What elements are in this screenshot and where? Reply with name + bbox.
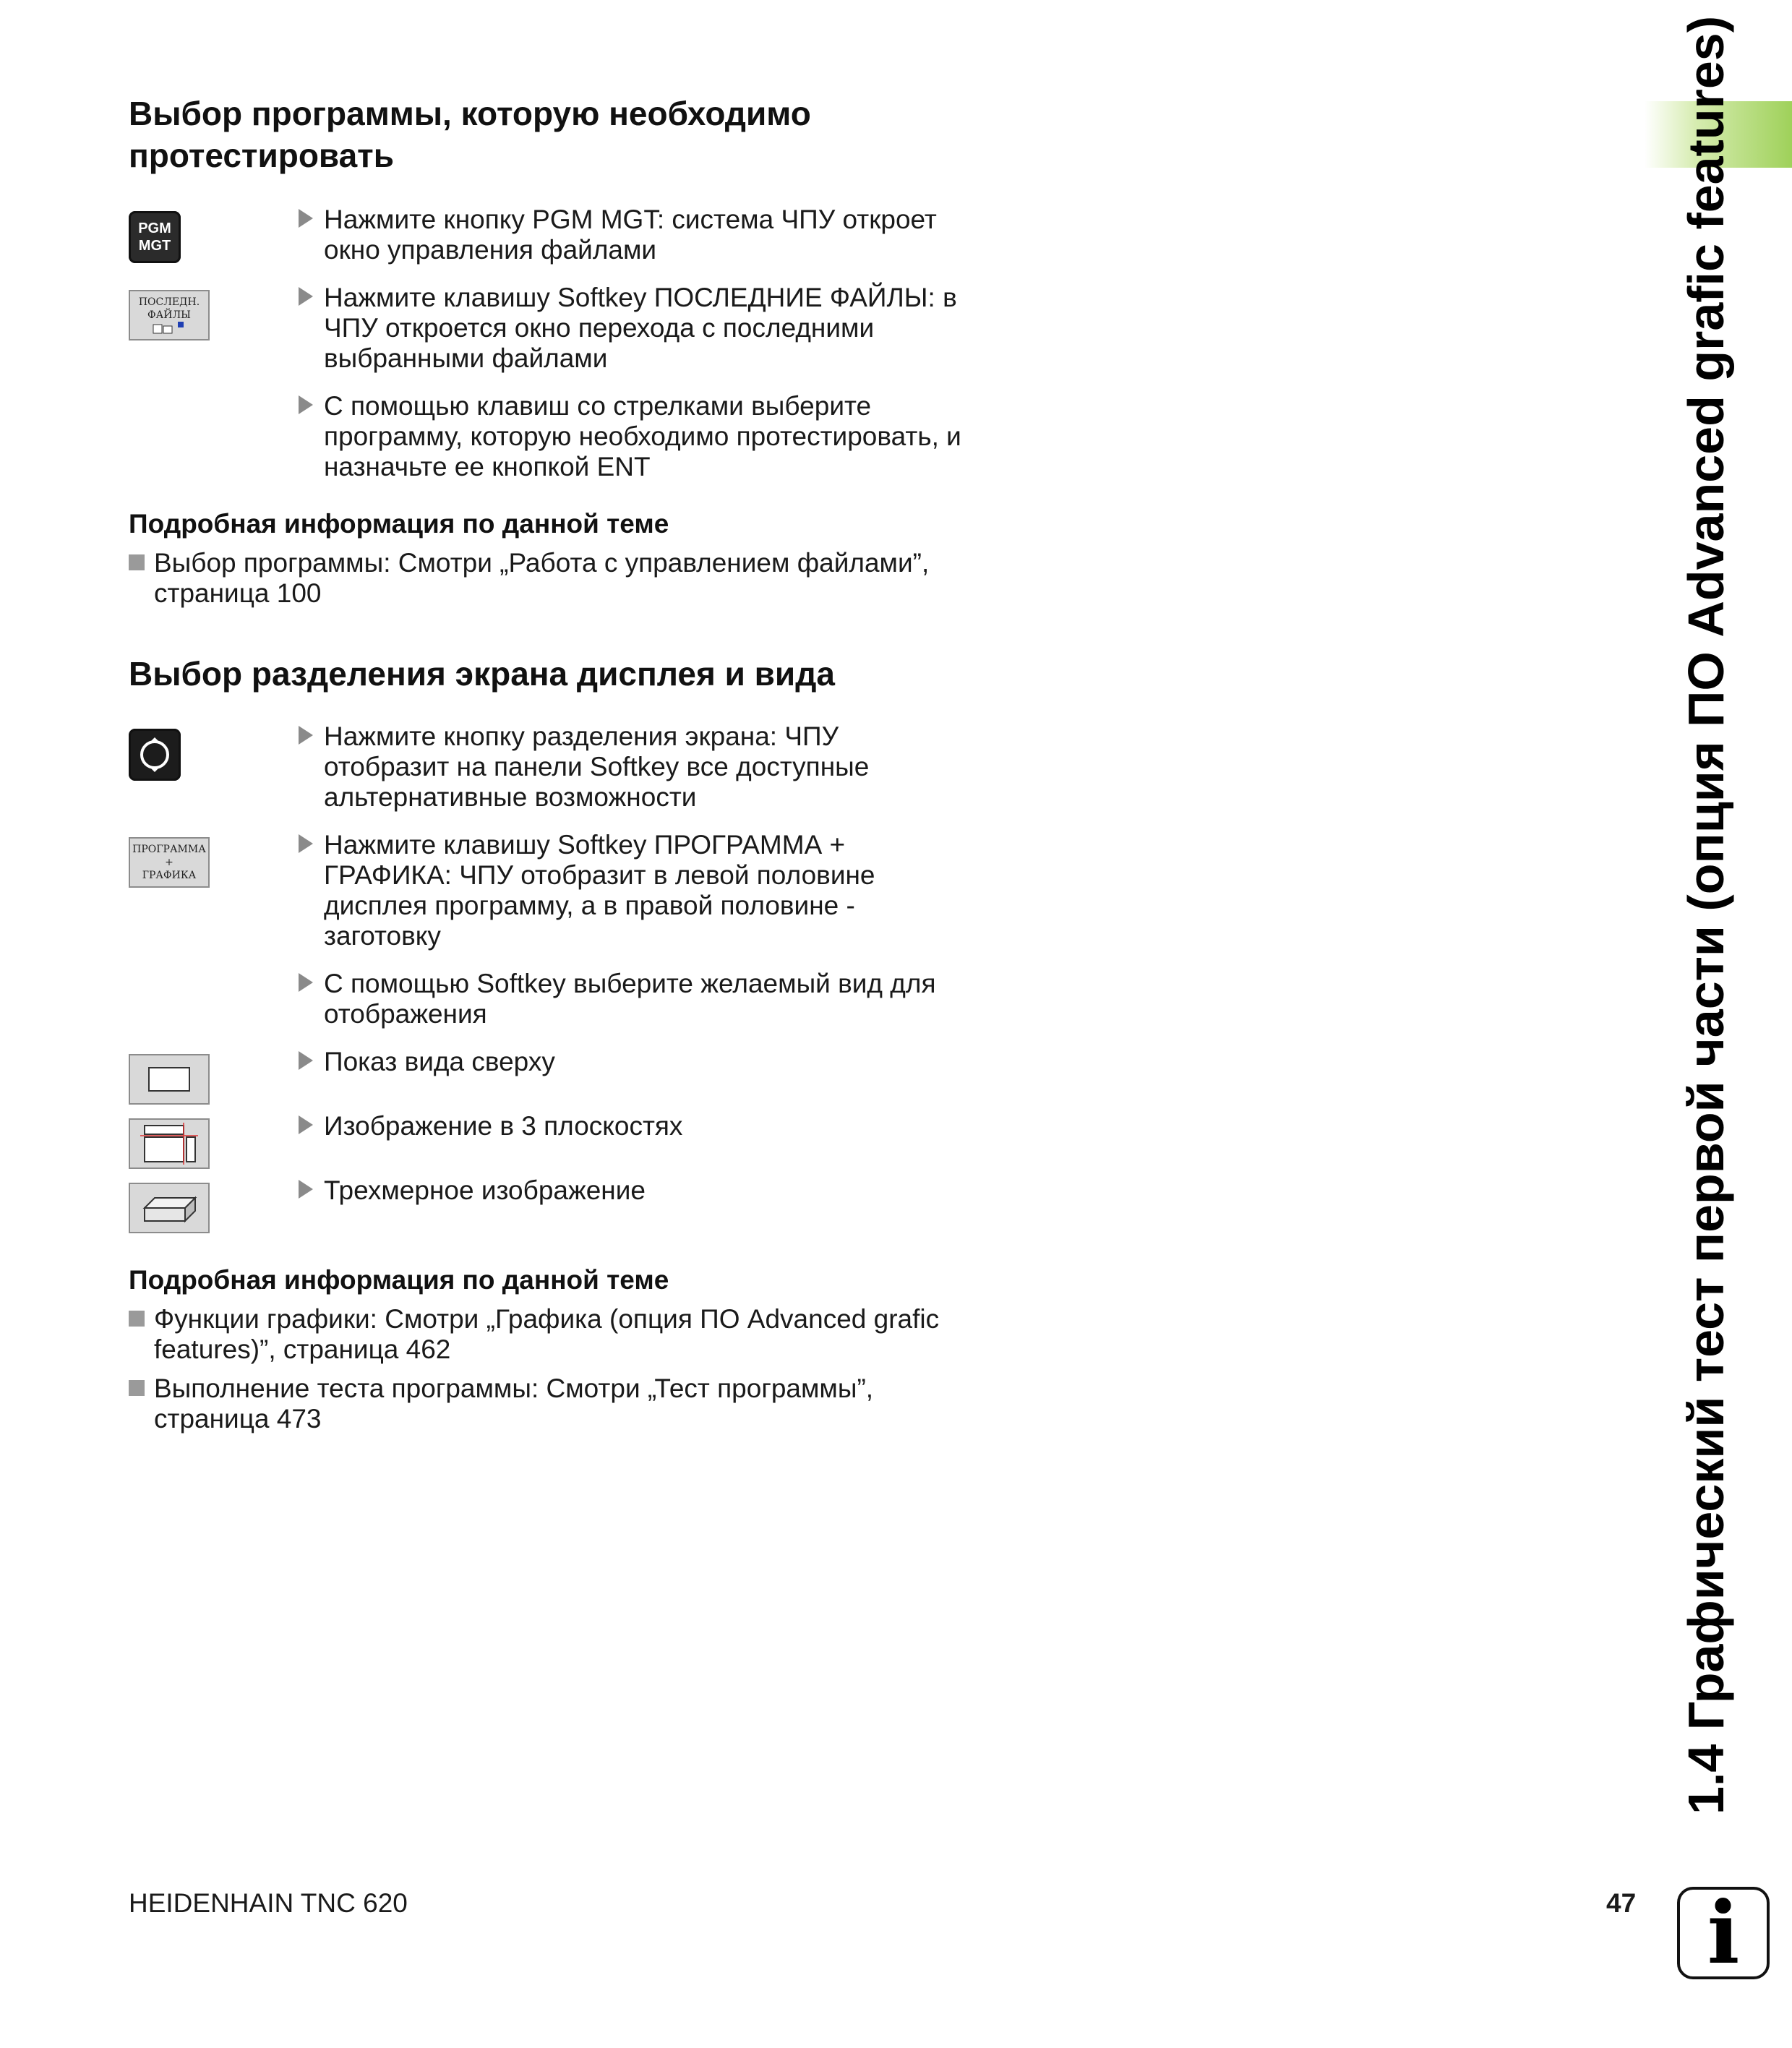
3d-block-icon: [140, 1192, 198, 1224]
arrow-bullet-icon: [299, 834, 313, 853]
cycle-arrows-icon: [134, 734, 175, 775]
step-item: Изображение в 3 плоскостях: [299, 1111, 971, 1141]
softkey-top-view-icon: [129, 1054, 210, 1105]
section-heading-select-program: Выбор программы, которую необходимо протестировать: [129, 95, 811, 174]
pgm-mgt-key-icon: PGM MGT: [129, 211, 181, 263]
arrow-bullet-icon: [299, 395, 313, 414]
arrow-bullet-icon: [299, 287, 313, 306]
step-item: Трехмерное изображение: [299, 1175, 971, 1206]
footer-brand: HEIDENHAIN TNC 620: [129, 1888, 408, 1918]
step-item: С помощью Softkey выберите желаемый вид для отображения: [299, 969, 971, 1029]
softkey-3d-view-icon: [129, 1183, 210, 1233]
softkey-program-graphics-icon: ПРОГРАММА + ГРАФИКА: [129, 837, 210, 888]
arrow-bullet-icon: [299, 726, 313, 745]
arrow-bullet-icon: [299, 1180, 313, 1199]
square-bullet-icon: [129, 1311, 145, 1327]
info-list-item: Выполнение теста программы: Смотри „Тест программы”, страница 473: [129, 1374, 971, 1434]
softkey-last-files-icon: ПОСЛЕДН. ФАЙЛЫ: [129, 290, 210, 340]
step-item: Нажмите клавишу Softkey ПОСЛЕДНИЕ ФАЙЛЫ: в ЧПУ откроется окно перехода с последними выбранными файлами: [299, 283, 971, 374]
info-list-item: Функции графики: Смотри „Графика (опция ПО Advanced grafic features)”, страница 462: [129, 1304, 971, 1365]
step-item: Нажмите кнопку PGM MGT: система ЧПУ откроет окно управления файлами: [299, 205, 971, 265]
info-list-item: Выбор программы: Смотри „Работа с управлением файлами”, страница 100: [129, 548, 971, 609]
chapter-title: 1.4 Графический тест первой части (опция ПО Advanced grafic features): [1678, 15, 1734, 1815]
arrow-bullet-icon: [299, 1051, 313, 1070]
screen-layout-key-icon: [129, 729, 181, 781]
more-info-title: Подробная информация по данной теме: [129, 509, 669, 539]
square-bullet-icon: [129, 554, 145, 570]
info-icon: i: [1677, 1887, 1770, 1979]
arrow-bullet-icon: [299, 1115, 313, 1134]
step-item: Показ вида сверху: [299, 1047, 971, 1077]
three-planes-view-icon: [140, 1123, 198, 1165]
page-number: 47: [1606, 1888, 1637, 1918]
files-glyph-icon: [149, 322, 189, 335]
square-bullet-icon: [129, 1380, 145, 1396]
step-item: Нажмите клавишу Softkey ПРОГРАММА + ГРАФИКА: ЧПУ отобразит в левой половине дисплея программу, а в правой половине - заготовку: [299, 830, 971, 951]
more-info-title: Подробная информация по данной теме: [129, 1265, 669, 1295]
softkey-three-planes-icon: [129, 1118, 210, 1169]
arrow-bullet-icon: [299, 209, 313, 228]
step-item: С помощью клавиш со стрелками выберите программу, которую необходимо протестировать, и назначьте ее кнопкой ENT: [299, 391, 971, 482]
step-item: Нажмите кнопку разделения экрана: ЧПУ отобразит на панели Softkey все доступные альтернативные возможности: [299, 721, 971, 813]
arrow-bullet-icon: [299, 973, 313, 992]
section-heading-screen-layout: Выбор разделения экрана дисплея и вида: [129, 655, 835, 693]
plan-view-icon: [147, 1066, 191, 1092]
